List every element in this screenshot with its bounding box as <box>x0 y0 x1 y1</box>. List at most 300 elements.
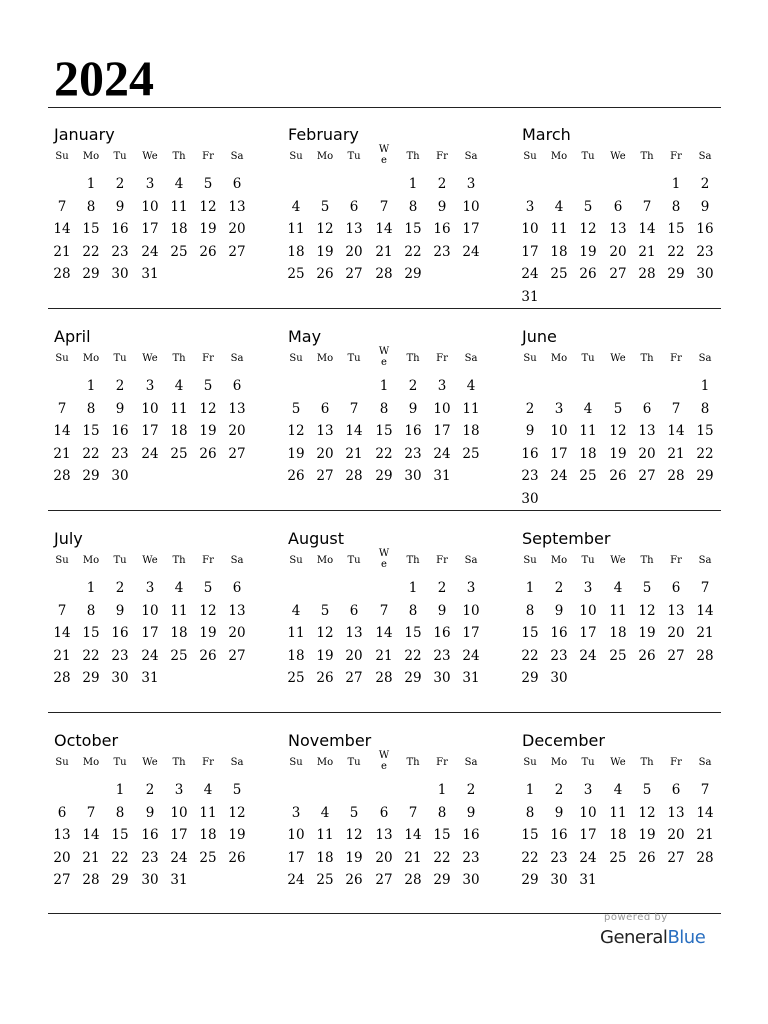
day-cell: 9 <box>437 198 447 215</box>
day-cell: 23 <box>550 849 568 866</box>
day-cell: 23 <box>550 647 568 664</box>
day-cell: 20 <box>53 849 71 866</box>
day-cell: 12 <box>345 827 363 843</box>
day-cell: 4 <box>174 378 184 394</box>
day-cell: 2 <box>437 176 447 192</box>
day-cell: 29 <box>667 266 685 282</box>
day-cell: 5 <box>232 782 242 798</box>
day-cell: 17 <box>462 625 480 641</box>
day-cell: 2 <box>700 176 710 192</box>
day-cell: 7 <box>379 602 389 619</box>
day-cell: 23 <box>111 445 129 462</box>
day-cell: 17 <box>141 625 159 641</box>
day-cell: 5 <box>642 782 652 798</box>
day-cell: 27 <box>228 243 246 260</box>
day-cell: 2 <box>115 378 125 394</box>
day-cell: 26 <box>316 266 334 282</box>
day-cell: 12 <box>609 423 627 439</box>
day-cell: 7 <box>700 580 710 596</box>
day-cell: 24 <box>462 647 480 664</box>
day-cell: 6 <box>232 378 242 394</box>
day-cell: 13 <box>228 602 246 619</box>
weekday-we: W e <box>378 548 390 570</box>
day-cell: 19 <box>199 423 217 439</box>
day-cell: 25 <box>462 445 480 462</box>
day-cell: 29 <box>404 266 422 282</box>
weekday-mo: Mo <box>316 151 334 162</box>
day-cell: 25 <box>287 266 305 282</box>
day-cell: 18 <box>462 423 480 439</box>
day-cell: 16 <box>521 445 539 462</box>
day-cell: 3 <box>583 580 593 596</box>
day-cell: 19 <box>199 625 217 641</box>
weekday-su: Su <box>289 757 303 768</box>
day-cell: 18 <box>287 243 305 260</box>
day-cell: 25 <box>550 266 568 282</box>
day-cell: 27 <box>316 468 334 484</box>
day-cell: 10 <box>170 804 188 821</box>
day-cell: 14 <box>404 827 422 843</box>
weekday-su: Su <box>55 151 69 162</box>
day-cell: 27 <box>375 872 393 888</box>
day-cell: 10 <box>433 400 451 417</box>
day-cell: 24 <box>462 243 480 260</box>
day-cell: 29 <box>521 670 539 686</box>
day-cell: 18 <box>199 827 217 843</box>
generalblue-logo[interactable] <box>600 927 705 948</box>
weekday-sa: Sa <box>230 757 244 768</box>
day-cell: 25 <box>579 468 597 484</box>
day-cell: 10 <box>579 804 597 821</box>
weekday-th: Th <box>406 353 420 364</box>
day-cell: 2 <box>554 782 564 798</box>
divider-row-2 <box>48 510 721 511</box>
day-cell: 24 <box>141 243 159 260</box>
day-cell: 8 <box>115 804 125 821</box>
weekday-fr: Fr <box>436 555 448 566</box>
day-cell: 29 <box>404 670 422 686</box>
day-cell: 19 <box>316 243 334 260</box>
day-cell: 21 <box>638 243 656 260</box>
day-cell: 19 <box>579 243 597 260</box>
day-cell: 3 <box>466 176 476 192</box>
day-cell: 26 <box>199 445 217 462</box>
weekday-su: Su <box>289 151 303 162</box>
weekday-fr: Fr <box>202 757 214 768</box>
day-cell: 12 <box>316 625 334 641</box>
day-cell: 30 <box>462 872 480 888</box>
day-cell: 27 <box>667 849 685 866</box>
weekday-we: W e <box>378 144 390 166</box>
day-cell: 4 <box>291 602 301 619</box>
day-cell: 30 <box>111 266 129 282</box>
day-cell: 3 <box>145 176 155 192</box>
day-cell: 20 <box>375 849 393 866</box>
day-cell: 19 <box>287 445 305 462</box>
weekday-sa: Sa <box>698 555 712 566</box>
day-cell: 4 <box>320 804 330 821</box>
weekday-we: We <box>610 151 626 162</box>
day-cell: 9 <box>115 198 125 215</box>
day-cell: 9 <box>145 804 155 821</box>
day-cell: 13 <box>53 827 71 843</box>
day-cell: 18 <box>287 647 305 664</box>
day-cell: 28 <box>404 872 422 888</box>
weekday-th: Th <box>172 353 186 364</box>
day-cell: 14 <box>638 221 656 237</box>
day-cell: 30 <box>521 490 539 507</box>
day-cell: 18 <box>316 849 334 866</box>
day-cell: 14 <box>53 423 71 439</box>
weekday-sa: Sa <box>698 151 712 162</box>
weekday-th: Th <box>406 757 420 768</box>
day-cell: 25 <box>170 647 188 664</box>
day-cell: 14 <box>696 804 714 821</box>
day-cell: 14 <box>696 602 714 619</box>
weekday-mo: Mo <box>550 555 568 566</box>
weekday-tu: Tu <box>347 555 361 566</box>
day-cell: 18 <box>170 423 188 439</box>
day-cell: 24 <box>521 266 539 282</box>
day-cell: 8 <box>525 602 535 619</box>
day-cell: 12 <box>199 400 217 417</box>
day-cell: 3 <box>145 378 155 394</box>
day-cell: 5 <box>203 378 213 394</box>
day-cell: 28 <box>375 266 393 282</box>
day-cell: 18 <box>170 625 188 641</box>
month-name: May <box>288 327 322 346</box>
weekday-fr: Fr <box>670 151 682 162</box>
day-cell: 15 <box>667 221 685 237</box>
day-cell: 31 <box>579 872 597 888</box>
weekday-su: Su <box>523 757 537 768</box>
month-name: January <box>54 125 115 144</box>
day-cell: 26 <box>199 647 217 664</box>
day-cell: 20 <box>228 221 246 237</box>
day-cell: 29 <box>82 266 100 282</box>
weekday-fr: Fr <box>670 353 682 364</box>
weekday-sa: Sa <box>698 353 712 364</box>
weekday-th: Th <box>640 151 654 162</box>
day-cell: 22 <box>404 243 422 260</box>
day-cell: 19 <box>638 625 656 641</box>
day-cell: 9 <box>700 198 710 215</box>
logo-blue: Blue <box>667 927 706 948</box>
day-cell: 1 <box>700 378 710 394</box>
weekday-sa: Sa <box>230 353 244 364</box>
day-cell: 2 <box>437 580 447 596</box>
day-cell: 14 <box>375 625 393 641</box>
day-cell: 10 <box>141 400 159 417</box>
month-name: September <box>522 529 611 548</box>
day-cell: 25 <box>170 243 188 260</box>
day-cell: 21 <box>53 445 71 462</box>
day-cell: 20 <box>345 243 363 260</box>
day-cell: 1 <box>525 580 535 596</box>
day-cell: 26 <box>579 266 597 282</box>
weekday-su: Su <box>55 353 69 364</box>
day-cell: 11 <box>462 400 480 417</box>
divider-row-1 <box>48 308 721 309</box>
day-cell: 30 <box>141 872 159 888</box>
day-cell: 26 <box>638 647 656 664</box>
day-cell: 22 <box>433 849 451 866</box>
day-cell: 7 <box>57 198 67 215</box>
day-cell: 17 <box>433 423 451 439</box>
day-cell: 31 <box>141 266 159 282</box>
day-cell: 28 <box>638 266 656 282</box>
day-cell: 29 <box>433 872 451 888</box>
day-cell: 11 <box>579 423 597 439</box>
day-cell: 10 <box>579 602 597 619</box>
day-cell: 4 <box>613 580 623 596</box>
year-title: 2024 <box>54 50 154 106</box>
day-cell: 8 <box>86 400 96 417</box>
day-cell: 5 <box>583 198 593 215</box>
weekday-mo: Mo <box>82 353 100 364</box>
day-cell: 18 <box>170 221 188 237</box>
day-cell: 12 <box>228 804 246 821</box>
day-cell: 3 <box>554 400 564 417</box>
day-cell: 13 <box>638 423 656 439</box>
day-cell: 1 <box>525 782 535 798</box>
month-name: October <box>54 731 119 750</box>
day-cell: 15 <box>404 625 422 641</box>
day-cell: 8 <box>379 400 389 417</box>
day-cell: 9 <box>408 400 418 417</box>
day-cell: 28 <box>345 468 363 484</box>
day-cell: 7 <box>57 602 67 619</box>
divider-row-3 <box>48 712 721 713</box>
day-cell: 21 <box>375 647 393 664</box>
day-cell: 29 <box>82 468 100 484</box>
day-cell: 13 <box>345 625 363 641</box>
day-cell: 31 <box>521 288 539 305</box>
day-cell: 27 <box>638 468 656 484</box>
weekday-th: Th <box>172 151 186 162</box>
day-cell: 10 <box>521 221 539 237</box>
day-cell: 23 <box>433 647 451 664</box>
day-cell: 29 <box>696 468 714 484</box>
day-cell: 19 <box>199 221 217 237</box>
weekday-tu: Tu <box>581 757 595 768</box>
day-cell: 22 <box>111 849 129 866</box>
day-cell: 12 <box>287 423 305 439</box>
day-cell: 10 <box>141 602 159 619</box>
day-cell: 20 <box>667 827 685 843</box>
weekday-su: Su <box>523 555 537 566</box>
day-cell: 30 <box>550 670 568 686</box>
day-cell: 7 <box>671 400 681 417</box>
day-cell: 26 <box>609 468 627 484</box>
day-cell: 8 <box>408 602 418 619</box>
day-cell: 7 <box>379 198 389 215</box>
day-cell: 22 <box>667 243 685 260</box>
day-cell: 6 <box>613 198 623 215</box>
day-cell: 9 <box>115 602 125 619</box>
day-cell: 21 <box>53 243 71 260</box>
weekday-tu: Tu <box>113 757 127 768</box>
weekday-fr: Fr <box>436 151 448 162</box>
day-cell: 15 <box>375 423 393 439</box>
day-cell: 28 <box>53 670 71 686</box>
weekday-fr: Fr <box>670 555 682 566</box>
day-cell: 5 <box>203 176 213 192</box>
day-cell: 6 <box>379 804 389 821</box>
day-cell: 27 <box>345 670 363 686</box>
day-cell: 20 <box>345 647 363 664</box>
day-cell: 30 <box>433 670 451 686</box>
day-cell: 21 <box>404 849 422 866</box>
day-cell: 13 <box>609 221 627 237</box>
day-cell: 12 <box>638 602 656 619</box>
day-cell: 21 <box>53 647 71 664</box>
month-name: July <box>54 529 83 548</box>
day-cell: 6 <box>320 400 330 417</box>
day-cell: 5 <box>642 580 652 596</box>
day-cell: 26 <box>345 872 363 888</box>
day-cell: 10 <box>462 602 480 619</box>
day-cell: 22 <box>82 243 100 260</box>
day-cell: 26 <box>199 243 217 260</box>
day-cell: 17 <box>287 849 305 866</box>
day-cell: 13 <box>228 400 246 417</box>
day-cell: 24 <box>141 445 159 462</box>
day-cell: 15 <box>82 423 100 439</box>
weekday-sa: Sa <box>464 353 478 364</box>
day-cell: 6 <box>232 580 242 596</box>
weekday-fr: Fr <box>436 757 448 768</box>
weekday-mo: Mo <box>550 757 568 768</box>
day-cell: 6 <box>349 602 359 619</box>
weekday-tu: Tu <box>113 151 127 162</box>
weekday-mo: Mo <box>316 353 334 364</box>
day-cell: 12 <box>199 602 217 619</box>
day-cell: 17 <box>550 445 568 462</box>
weekday-su: Su <box>523 151 537 162</box>
day-cell: 2 <box>115 176 125 192</box>
day-cell: 1 <box>86 580 96 596</box>
day-cell: 19 <box>638 827 656 843</box>
day-cell: 1 <box>408 580 418 596</box>
day-cell: 11 <box>170 198 188 215</box>
day-cell: 5 <box>349 804 359 821</box>
day-cell: 15 <box>433 827 451 843</box>
weekday-fr: Fr <box>202 151 214 162</box>
day-cell: 15 <box>696 423 714 439</box>
day-cell: 12 <box>638 804 656 821</box>
day-cell: 23 <box>111 647 129 664</box>
day-cell: 30 <box>404 468 422 484</box>
weekday-th: Th <box>172 555 186 566</box>
day-cell: 9 <box>437 602 447 619</box>
day-cell: 13 <box>345 221 363 237</box>
weekday-tu: Tu <box>113 555 127 566</box>
day-cell: 11 <box>609 602 627 619</box>
weekday-mo: Mo <box>550 151 568 162</box>
day-cell: 15 <box>82 221 100 237</box>
day-cell: 20 <box>638 445 656 462</box>
day-cell: 23 <box>404 445 422 462</box>
weekday-tu: Tu <box>581 151 595 162</box>
day-cell: 21 <box>375 243 393 260</box>
day-cell: 5 <box>291 400 301 417</box>
day-cell: 1 <box>86 176 96 192</box>
day-cell: 6 <box>232 176 242 192</box>
weekday-we: W e <box>378 346 390 368</box>
month-name: November <box>288 731 372 750</box>
weekday-mo: Mo <box>82 555 100 566</box>
divider-top <box>48 107 721 108</box>
day-cell: 28 <box>53 468 71 484</box>
weekday-fr: Fr <box>670 757 682 768</box>
day-cell: 9 <box>115 400 125 417</box>
day-cell: 31 <box>141 670 159 686</box>
day-cell: 11 <box>170 602 188 619</box>
day-cell: 4 <box>466 378 476 394</box>
day-cell: 15 <box>82 625 100 641</box>
day-cell: 27 <box>345 266 363 282</box>
weekday-su: Su <box>55 555 69 566</box>
day-cell: 6 <box>57 804 67 821</box>
day-cell: 16 <box>111 423 129 439</box>
day-cell: 9 <box>554 602 564 619</box>
day-cell: 16 <box>433 221 451 237</box>
day-cell: 11 <box>170 400 188 417</box>
day-cell: 18 <box>609 827 627 843</box>
day-cell: 27 <box>53 872 71 888</box>
weekday-we: We <box>142 353 158 364</box>
day-cell: 3 <box>291 804 301 821</box>
day-cell: 1 <box>86 378 96 394</box>
day-cell: 22 <box>82 647 100 664</box>
weekday-sa: Sa <box>698 757 712 768</box>
weekday-th: Th <box>172 757 186 768</box>
day-cell: 4 <box>174 176 184 192</box>
weekday-mo: Mo <box>550 353 568 364</box>
day-cell: 29 <box>521 872 539 888</box>
month-name: April <box>54 327 91 346</box>
weekday-tu: Tu <box>581 555 595 566</box>
weekday-sa: Sa <box>464 757 478 768</box>
weekday-we: We <box>142 757 158 768</box>
day-cell: 23 <box>521 468 539 484</box>
day-cell: 25 <box>609 849 627 866</box>
weekday-we: We <box>142 555 158 566</box>
day-cell: 24 <box>170 849 188 866</box>
month-name: February <box>288 125 359 144</box>
month-name: August <box>288 529 344 548</box>
day-cell: 10 <box>287 827 305 843</box>
day-cell: 10 <box>462 198 480 215</box>
day-cell: 4 <box>174 580 184 596</box>
day-cell: 22 <box>375 445 393 462</box>
weekday-tu: Tu <box>347 151 361 162</box>
day-cell: 8 <box>86 602 96 619</box>
month-name: June <box>522 327 557 346</box>
day-cell: 2 <box>145 782 155 798</box>
day-cell: 13 <box>228 198 246 215</box>
day-cell: 21 <box>696 625 714 641</box>
powered-by-text: powered by <box>604 912 668 923</box>
day-cell: 12 <box>316 221 334 237</box>
day-cell: 17 <box>462 221 480 237</box>
day-cell: 25 <box>199 849 217 866</box>
day-cell: 2 <box>525 400 535 417</box>
day-cell: 26 <box>228 849 246 866</box>
day-cell: 30 <box>111 670 129 686</box>
day-cell: 24 <box>579 647 597 664</box>
